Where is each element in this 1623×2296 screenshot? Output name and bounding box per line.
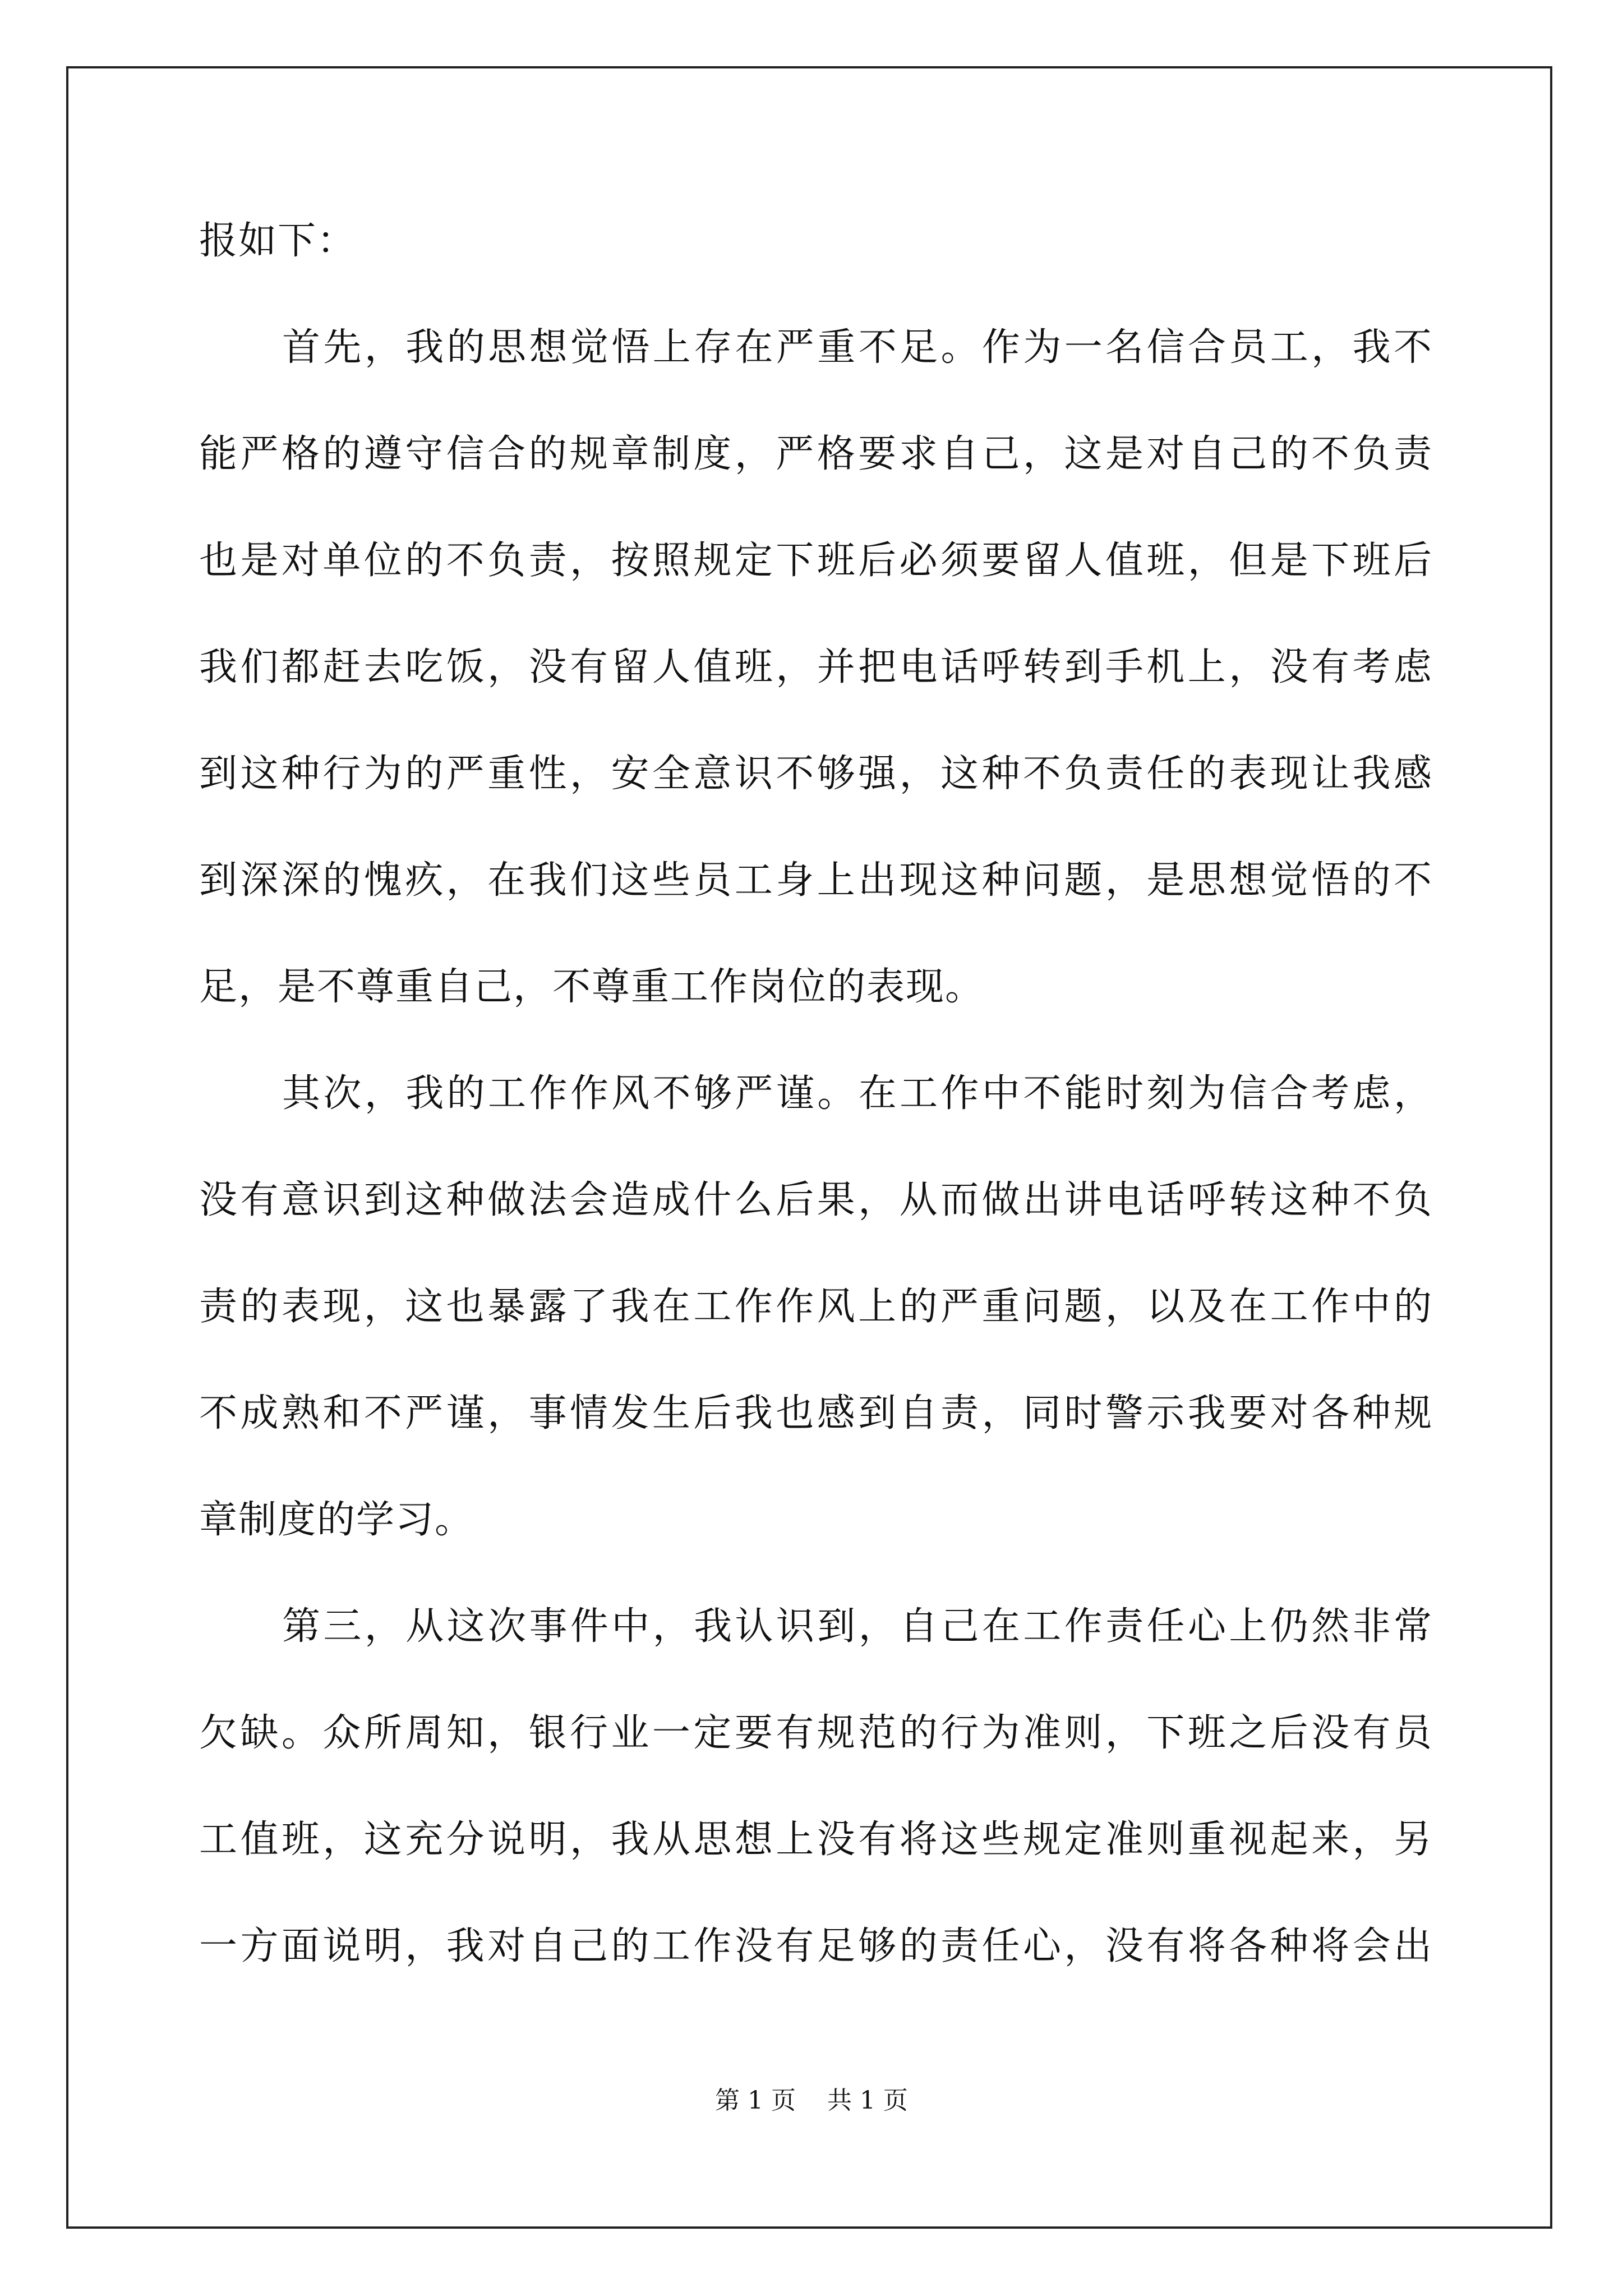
- page-border: [66, 66, 1552, 2229]
- text-line: 不成熟和不严谨，事情发生后我也感到自责，同时警示我要对各种规: [199, 1391, 1433, 1435]
- text-line: 责的表现，这也暴露了我在工作作风上的严重问题，以及在工作中的: [199, 1285, 1433, 1329]
- text-line: 没有意识到这种做法会造成什么后果，从而做出讲电话呼转这种不负: [199, 1178, 1433, 1222]
- paragraph-first-line: 首先，我的思想觉悟上存在严重不足。作为一名信合员工，我不: [282, 325, 1433, 370]
- text-line: 到深深的愧疚，在我们这些员工身上出现这种问题，是思想觉悟的不: [199, 858, 1433, 903]
- paragraph-first-line: 其次，我的工作作风不够严谨。在工作中不能时刻为信合考虑，: [282, 1071, 1433, 1116]
- page-number-footer: 第 1 页 共 1 页: [715, 2086, 908, 2115]
- text-line: 一方面说明，我对自己的工作没有足够的责任心，没有将各种将会出: [199, 1924, 1433, 1968]
- text-line: 足，是不尊重自己，不尊重工作岗位的表现。: [199, 965, 985, 1009]
- text-line: 到这种行为的严重性，安全意识不够强，这种不负责任的表现让我感: [199, 752, 1433, 796]
- text-line: 我们都赶去吃饭，没有留人值班，并把电话呼转到手机上，没有考虑: [199, 645, 1433, 689]
- paragraph-first-line: 第三，从这次事件中，我认识到，自己在工作责任心上仍然非常: [282, 1604, 1433, 1649]
- text-line: 工值班，这充分说明，我从思想上没有将这些规定准则重视起来，另: [199, 1818, 1433, 1862]
- text-line: 章制度的学习。: [199, 1498, 474, 1542]
- text-line: 能严格的遵守信合的规章制度，严格要求自己，这是对自己的不负责: [199, 432, 1433, 476]
- text-line: 报如下：: [199, 219, 357, 263]
- text-line: 欠缺。众所周知，银行业一定要有规范的行为准则，下班之后没有员: [199, 1711, 1433, 1755]
- text-line: 也是对单位的不负责，按照规定下班后必须要留人值班，但是下班后: [199, 539, 1433, 583]
